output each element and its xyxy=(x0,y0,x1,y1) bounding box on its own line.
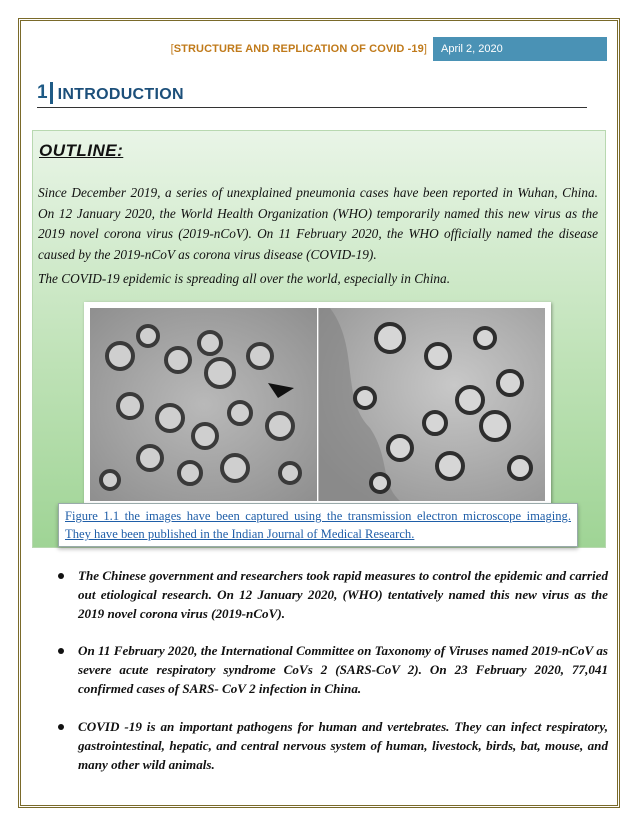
header-title-text: STRUCTURE AND REPLICATION OF COVID -19 xyxy=(173,43,424,55)
micrograph-picture xyxy=(90,308,545,501)
bullet-list xyxy=(60,566,608,774)
section-divider-bar xyxy=(50,82,53,104)
outline-box xyxy=(32,130,606,548)
header-date: April 2, 2020 xyxy=(433,37,607,61)
figure-caption-box xyxy=(58,503,578,547)
outline-heading: OUTLINE: xyxy=(39,141,124,160)
tem-micrograph-image xyxy=(84,302,551,507)
header-bracket-close: ] xyxy=(423,43,427,55)
outline-paragraph-2: The COVID-19 epidemic is spreading all over the world, especially in China. xyxy=(38,271,451,286)
section-number: 1 xyxy=(37,82,48,103)
bullet-item-3: COVID -19 is an important pathogens for human and vertebrates. They can infect respiratory, gastrointestinal, hepatic, and central nervous system of human, livestock, birds, bat, mouse, and many other wild animals. xyxy=(60,717,608,774)
header-title xyxy=(30,37,433,61)
bullet-item-1: The Chinese government and researchers took rapid measures to control the epidemic and carried out etiological research. On 12 January 2020, (WHO) tentatively named this new virus as the 2019 novel corona virus (2019-nCoV). xyxy=(60,566,608,623)
header-bracket-open: [ xyxy=(170,43,174,55)
page-header xyxy=(30,37,607,61)
outline-paragraph-1: Since December 2019, a series of unexplained pneumonia cases have been reported in Wuhan, China. On 12 January 2020, the World Health Organization (WHO) temporarily named this new virus as the 2019 novel corona virus (2019-nCoV). On 11 February 2020, the WHO officially named the disease caused by the 2019-nCoV as corona virus disease (COVID-19). xyxy=(38,185,598,262)
section-heading xyxy=(37,80,587,108)
section-title: INTRODUCTION xyxy=(57,86,184,103)
figure-caption: Figure 1.1 the images have been captured using the transmission electron microscope imaging. They have been published in the Indian Journal of Medical Research. xyxy=(65,509,571,541)
bullet-item-2: On 11 February 2020, the International Committee on Taxonomy of Viruses named 2019-nCoV as severe acute respiratory syndrome CoVs 2 (SARS-CoV 2). On 23 February 2020, 77,041 confirmed cases of SARS- CoV 2 infection in China. xyxy=(60,641,608,698)
